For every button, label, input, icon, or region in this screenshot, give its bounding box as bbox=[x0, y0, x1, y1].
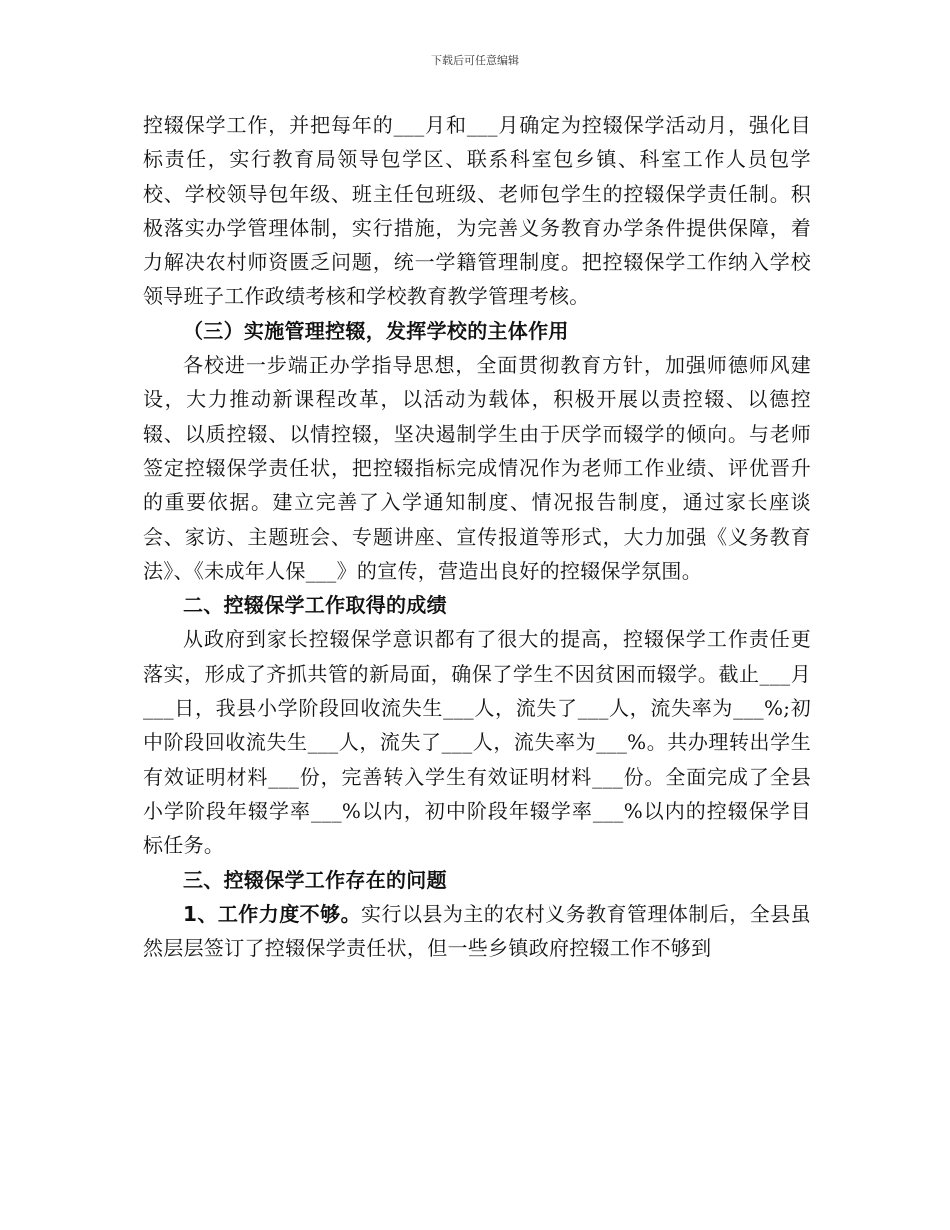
paragraph-continued: 控辍保学工作，并把每年的___月和___月确定为控辍保学活动月，强化目标责任，实行教育局领导包学区、联系科室包乡镇、科室工作人员包学校、学校领导包年级、班主任包班级、老师包学生的控辍保学责任制。积极落实办学管理体制，实行措施，为完善义务教育办学条件提供保障，着力解决农村师资匮乏问题，统一学籍管理制度。把控辍保学工作纳入学校领导班子工作政绩考核和学校教育教学管理考核。 bbox=[143, 113, 811, 309]
document-body bbox=[143, 108, 811, 965]
problem-1-title: 1、工作力度不够。 bbox=[183, 901, 362, 926]
paragraph-school-measures: 各校进一步端正办学指导思想，全面贯彻教育方针，加强师德师风建设，大力推动新课程改革，以活动为载体，积极开展以责控辍、以德控辍、以质控辍、以情控辍，坚决遏制学生由于厌学而辍学的倾向。与老师签定控辍保学责任状，把控辍指标完成情况作为老师工作业绩、评优晋升的重要依据。建立完善了入学通知制度、情况报告制度，通过家长座谈会、家访、主题班会、专题讲座、宣传报道等形式，大力加强《义务教育法》、《未成年人保___》的宣传，营造出良好的控辍保学氛围。 bbox=[143, 353, 811, 583]
paragraph-problem-1 bbox=[143, 897, 811, 966]
page-header: 下载后可任意编辑 bbox=[431, 54, 519, 67]
section-heading-3: （三）实施管理控辍，发挥学校的主体作用 bbox=[183, 318, 569, 343]
section-heading-achievements: 二、控辍保学工作取得的成绩 bbox=[183, 593, 447, 618]
section-heading-problems: 三、控辍保学工作存在的问题 bbox=[183, 867, 447, 892]
paragraph-achievements: 从政府到家长控辍保学意识都有了很大的提高，控辍保学工作责任更落实，形成了齐抓共管的新局面，确保了学生不因贫困而辍学。截止___月___日，我县小学阶段回收流失生___人，流失了___人，流失率为___%;初中阶段回收流失生___人，流失了___人，流失率为___%。共办理转出学生有效证明材料___份，完善转入学生有效证明材料___份。全面完成了全县小学阶段年辍学率___%以内，初中阶段年辍学率___%以内的控辍保学目标任务。 bbox=[143, 627, 811, 858]
problem-1-text: 实行以县为主的农村义务教育管理体制后，全县虽然层层签订了控辍保学责任状，但一些乡镇政府控辍工作不够到 bbox=[143, 901, 811, 961]
